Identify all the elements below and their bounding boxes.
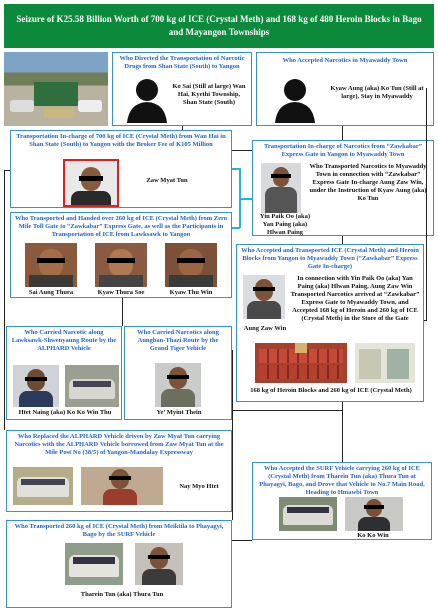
alphard-heading: Who Carried Narcotic along Lawksawk-Shwenyaung Route by the ALPHARD Vehicle: [11, 329, 117, 352]
cyan-connector: [240, 198, 252, 200]
suspect-photo: [63, 159, 119, 207]
seized-heroin-photo: [255, 343, 347, 383]
suspect-photo: [165, 243, 217, 287]
connector: [424, 320, 427, 321]
connector: [426, 88, 427, 320]
connector: [232, 350, 233, 520]
suspect-name: Zaw Myat Tun: [146, 177, 188, 184]
suspect-name: Ko Ko Win: [357, 532, 389, 539]
suspect-photo: [25, 243, 77, 287]
suspect-name: Kyaw Thu Win: [169, 289, 213, 296]
director-text: Ko Sai (Still at large) Wan Hai, Kyethi Township, Shan State (South): [172, 83, 246, 106]
surf-transported-heading: Who Transported 260 kg of ICE (Crystal Meth) from Meiktila to Phayagyi, Bago by the SURF Vehicle: [14, 523, 224, 538]
suspect-name: Tharein Tun (aka) Thura Tun: [80, 591, 164, 598]
suspect-name: Nay Myo Htet: [179, 483, 219, 490]
zawkabar-incharge-heading: Transportation In-charge of Narcotics from “Zawkabar” Express Gate in Yangon to Myawaddy Town: [264, 143, 422, 158]
zawkabar-incharge-text: Who Transported Narcotics to Myawaddy Town in connection with “Zawkabar” Express Gate In-charge Aung Zaw Win, under the Instruction of Kyaw Aung (aka) Ko Tun: [309, 163, 427, 202]
seized-ice-photo: [355, 343, 415, 383]
box-alphard: [6, 326, 122, 420]
suspect-photo: [81, 467, 163, 505]
box-director: [112, 52, 252, 126]
box-surf-accepted: [252, 462, 432, 540]
box-grand-tiger: [124, 326, 232, 420]
unknown-person-icon: [125, 75, 169, 123]
page-title: [4, 4, 434, 48]
car-photo: [13, 467, 73, 505]
suspect-photo: [135, 543, 183, 585]
box-zawkabar-incharge: [252, 140, 434, 236]
box-accepted-heroin: [236, 244, 424, 402]
car-photo: [65, 365, 119, 407]
suspect-photo: [345, 497, 403, 531]
suspect-photo: [95, 243, 147, 287]
surf-accepted-heading: Who Accepted the SURF Vehicle carrying 260 kg of ICE (Crystal Meth) from Tharein Tun (aka) Thura Tun at Phayagyi, Bago, and Drove that Vehicle to No.7 Main Road, Heading to Hmawbi Town: [259, 465, 425, 496]
car-photo: [279, 497, 337, 531]
connector: [342, 126, 343, 140]
car-photo: [65, 543, 123, 585]
connector: [4, 170, 5, 430]
suspect-photo: [261, 163, 301, 213]
seizure-scene-photo: [4, 52, 108, 126]
page-title-text: Seizure of K25.58 Billion Worth of 700 kg of ICE (Crystal Meth) and 168 kg of 480 Heroin Blocks in Bago and Mayangon Townships: [16, 14, 422, 37]
director-heading: Who Directed the Transportation of Narcotic Drugs from Shan State (South) to Yangon: [119, 55, 245, 70]
connector: [4, 170, 10, 171]
seized-items-caption: 168 kg of Heroin Blocks and 260 kg of ICE (Crystal Meth): [250, 387, 412, 394]
connector: [342, 402, 343, 462]
replaced-alphard-heading: Who Replaced the ALPHARD Vehicle driven by Zaw Myat Tun carrying Narcotics with the ALPHARD Vehicle borrowed from Zaw Myat Tun at the Mile Post No (38/5) of Yangon-Mandalay Expressway: [14, 433, 224, 456]
connector: [232, 540, 252, 541]
suspect-name: Kyaw Thura Soe: [97, 289, 145, 296]
accepted-heroin-text: In connection with Yin Paik Oo (aka) Yan Paing (aka) Hlwan Paing, Aung Zaw Win Transported Narcotics arrived at “Zawkabar” Express Gate to Myawaddy Town, and Accepted 168 kg of Heroin and 260 kg of ICE (Crystal Meth) in the Store of the Gate: [290, 275, 420, 322]
box-transport-incharge: [10, 130, 232, 208]
box-transported-260kg: [10, 212, 232, 298]
suspect-photo: [155, 363, 201, 407]
accepted-myawaddy-text: Kyaw Aung (aka) Ko Tun (Still at large), Stay in Myawaddy: [330, 85, 424, 100]
box-replaced-alphard: [6, 430, 232, 512]
connector: [342, 236, 343, 244]
suspect-name: Aung Zaw Win: [243, 325, 287, 332]
transported-260kg-heading: Who Transported and Handed over 260 kg of ICE (Crystal Meth) from Zero Mile Toll Gate to “Zawkabar” Express Gate, as well as the Participants in Transportation of ICE from Lawksawk to Yangon: [14, 215, 228, 238]
suspect-photo: [13, 365, 59, 407]
connector: [122, 298, 123, 326]
suspect-name: Yin Paik Oo (aka) Yan Paing (aka) Hlwan Paing: [259, 213, 311, 236]
box-surf-transported: [6, 520, 232, 608]
grand-tiger-heading: Who Carried Narcotics along Aungban-Thazi Route by the Grand Tiger Vehicle: [137, 329, 219, 352]
connector: [182, 126, 183, 130]
suspect-name: Ye’ Myint Thein: [156, 409, 202, 416]
accepted-myawaddy-heading: Who Accepted Narcotics in Myawaddy Town: [282, 57, 408, 64]
connector: [232, 410, 342, 411]
unknown-person-icon: [273, 75, 317, 123]
transport-incharge-heading: Transportation In-charge of 700 kg of ICE (Crystal Meth) from Wan Hai in Shan State (South) to Yangon with the Broker Fee of K105 Million: [16, 133, 226, 148]
suspect-name: Htet Naing (aka) Ko Ko Win Thu: [18, 409, 112, 416]
connector: [232, 150, 252, 151]
box-accepted-myawaddy: [256, 52, 434, 126]
cyan-connector: [232, 227, 240, 229]
suspect-name: Sai Aung Thura: [28, 289, 74, 296]
accepted-heroin-heading: Who Accepted and Transported ICE (Crystal Meth) and Heroin Blocks from Yangon to Myawaddy Town (“Zawkabar” Express Gate In-charge): [241, 247, 419, 270]
suspect-photo: [243, 275, 285, 319]
